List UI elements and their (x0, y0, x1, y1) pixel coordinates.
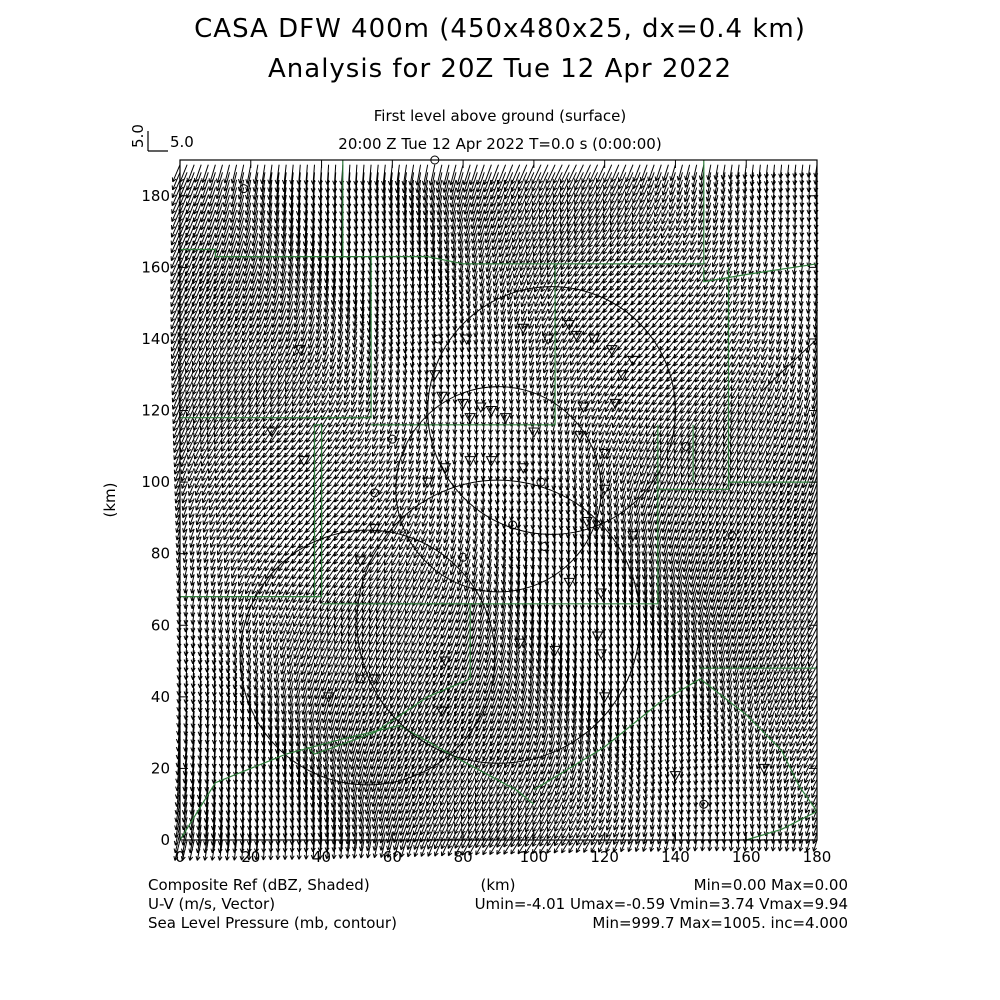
x-tick-label: 100 (519, 848, 549, 866)
x-tick-label: 160 (731, 848, 761, 866)
x-tick-label: 0 (175, 848, 185, 866)
footer-field1-label: Composite Ref (dBZ, Shaded) (148, 876, 370, 894)
reference-vector (129, 124, 194, 151)
y-tick-label: 140 (141, 329, 170, 348)
y-tick-label: 180 (141, 186, 170, 205)
time-label: 20:00 Z Tue 12 Apr 2022 T=0.0 s (0:00:00) (338, 135, 662, 153)
x-tick-label: 140 (661, 848, 690, 866)
footer-field3-stats: Min=999.7 Max=1005. inc=4.000 (592, 914, 848, 932)
y-axis-label: (km) (101, 482, 119, 518)
y-tick-label: 40 (150, 687, 170, 706)
y-tick-label: 0 (160, 831, 170, 849)
footer-field1-stats: Min=0.00 Max=0.00 (693, 876, 848, 894)
y-tick-label: 80 (150, 544, 170, 563)
y-tick-label: 60 (150, 616, 170, 635)
reference-vector-rotated-label: 5.0 (129, 124, 147, 148)
footer-field2-label: U-V (m/s, Vector) (148, 895, 276, 913)
footer-field3-label: Sea Level Pressure (mb, contour) (148, 914, 397, 932)
x-axis-label: (km) (480, 876, 516, 894)
x-tick-label: 20 (241, 848, 261, 866)
x-tick-label: 80 (453, 848, 473, 866)
y-tick-label: 100 (141, 473, 170, 492)
x-tick-label: 60 (382, 848, 402, 866)
wind-vector-layer (171, 165, 818, 861)
x-tick-label: 180 (802, 848, 832, 866)
y-tick-label: 120 (141, 401, 170, 420)
wind-vectors (171, 165, 818, 861)
reference-vector-label: 5.0 (170, 133, 194, 151)
footer-field2-stats: Umin=-4.01 Umax=-0.59 Vmin=3.74 Vmax=9.94 (474, 895, 848, 913)
y-tick-label: 160 (141, 258, 170, 277)
x-tick-label: 40 (312, 848, 332, 866)
x-tick-label: 120 (590, 848, 619, 866)
plot-title-line1: CASA DFW 400m (450x480x25, dx=0.4 km) (194, 14, 806, 44)
y-tick-label: 20 (150, 759, 170, 778)
plot-title-line2: Analysis for 20Z Tue 12 Apr 2022 (268, 54, 732, 84)
level-subtitle: First level above ground (surface) (373, 107, 627, 125)
